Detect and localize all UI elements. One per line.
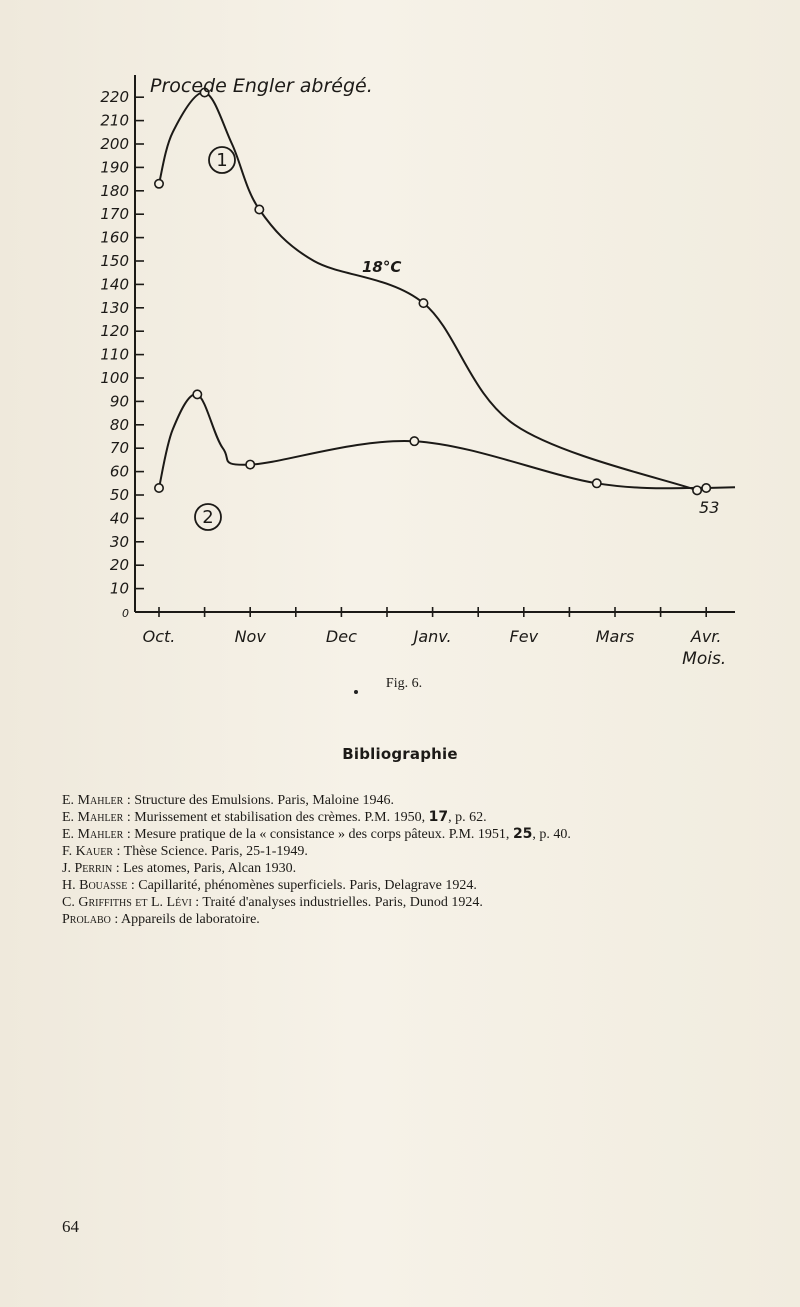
data-point [246, 460, 254, 468]
data-point [255, 205, 263, 213]
bibliography-heading: Bibliographie [342, 745, 458, 763]
y-tick-label: 140 [100, 275, 129, 294]
entry-author: E. Mahler [62, 793, 124, 808]
y-tick-label: 160 [100, 228, 129, 247]
chart-title: Procede Engler abrégé. [150, 75, 373, 97]
entry-text: : Appareils de laboratoire. [110, 912, 260, 927]
y-tick-label: 20 [109, 556, 129, 575]
bibliography-entry [62, 843, 782, 860]
y-tick-label: 0 [122, 607, 129, 620]
entry-pages: , p. 40. [532, 827, 571, 842]
bibliography-entry [62, 894, 782, 911]
entry-text: : Mesure pratique de la « consistance » des corps pâteux. P.M. 1951, [123, 827, 513, 842]
y-tick-label: 90 [109, 392, 129, 411]
y-tick-label: 170 [100, 205, 129, 224]
y-tick-label: 30 [109, 532, 129, 551]
entry-text: : Capillarité, phénomènes superficiels. Paris, Delagrave 1924. [127, 878, 477, 893]
y-tick-label: 10 [109, 579, 129, 598]
y-tick-label: 60 [109, 462, 129, 481]
caption-dot [354, 690, 358, 694]
series-markers [155, 88, 711, 494]
entry-author: F. Kauer [62, 844, 113, 859]
bibliography-list [62, 792, 782, 928]
entry-volume: 17 [428, 809, 449, 825]
data-point [410, 437, 418, 445]
entry-text: : Murissement et stabilisation des crèmes. P.M. 1950, [123, 810, 429, 825]
entry-author: H. Bouasse [62, 878, 128, 893]
y-tick-label: 200 [100, 135, 129, 153]
y-ticks [100, 88, 144, 620]
y-tick-label: 190 [100, 158, 129, 177]
series-label-2: 1 [216, 150, 228, 171]
entry-author: J. Perrin [62, 861, 113, 876]
series-line-2 [159, 92, 697, 490]
y-tick-label: 120 [100, 322, 129, 341]
data-point [155, 180, 163, 188]
entry-text: : Traité d'analyses industrielles. Paris, Dunod 1924. [191, 895, 483, 910]
x-tick-label: Mars [595, 627, 635, 646]
bibliography-entry [62, 877, 782, 894]
entry-author: C. Griffiths et L. Lévi [62, 895, 192, 910]
data-point [193, 390, 201, 398]
data-point [593, 479, 601, 487]
figure-caption: Fig. 6. [385, 676, 423, 691]
data-point [702, 484, 710, 492]
data-point [693, 486, 701, 494]
entry-author: E. Mahler [62, 810, 124, 825]
entry-text: : Les atomes, Paris, Alcan 1930. [112, 861, 297, 876]
x-tick-label: Nov [234, 627, 266, 646]
entry-text: : Structure des Emulsions. Paris, Maloine 1946. [123, 793, 394, 808]
series-label-1: 2 [202, 507, 214, 528]
x-axis-label: Mois. [682, 649, 727, 669]
y-tick-label: 80 [109, 415, 129, 434]
x-tick-label: Oct. [142, 627, 176, 646]
bibliography-entry [62, 792, 782, 809]
x-tick-label: Janv. [413, 627, 452, 646]
series-line-1 [159, 394, 706, 488]
bibliography-entry [62, 826, 782, 843]
y-tick-label: 40 [109, 509, 129, 528]
y-tick-label: 210 [100, 111, 129, 130]
y-tick-label: 100 [100, 369, 129, 387]
x-tick-label: Dec [325, 627, 357, 646]
series-1-end-label: 53 [699, 497, 720, 517]
y-tick-label: 70 [109, 439, 129, 458]
y-tick-label: 110 [100, 345, 129, 364]
y-tick-label: 220 [100, 88, 129, 107]
page-number: 64 [62, 1217, 79, 1236]
entry-volume: 25 [512, 826, 533, 842]
y-tick-label: 50 [109, 486, 129, 504]
bibliography-entry [62, 911, 782, 928]
data-point [155, 484, 163, 492]
entry-author: Prolabo [62, 912, 111, 927]
series-lines [159, 92, 735, 490]
y-tick-label: 130 [100, 298, 129, 317]
y-tick-label: 180 [100, 181, 129, 200]
chart-labels [150, 75, 726, 669]
x-tick-label: Fev [509, 627, 539, 646]
entry-author: E. Mahler [62, 827, 124, 842]
bibliography-entry [62, 809, 782, 826]
bibliography-entry [62, 860, 782, 877]
y-tick-label: 150 [100, 252, 129, 270]
data-point [419, 299, 427, 307]
entry-text: : Thèse Science. Paris, 25-1-1949. [113, 844, 308, 859]
x-tick-label: Avr. [690, 627, 722, 646]
entry-pages: , p. 62. [448, 810, 487, 825]
temperature-annotation: 18°C [362, 258, 402, 276]
